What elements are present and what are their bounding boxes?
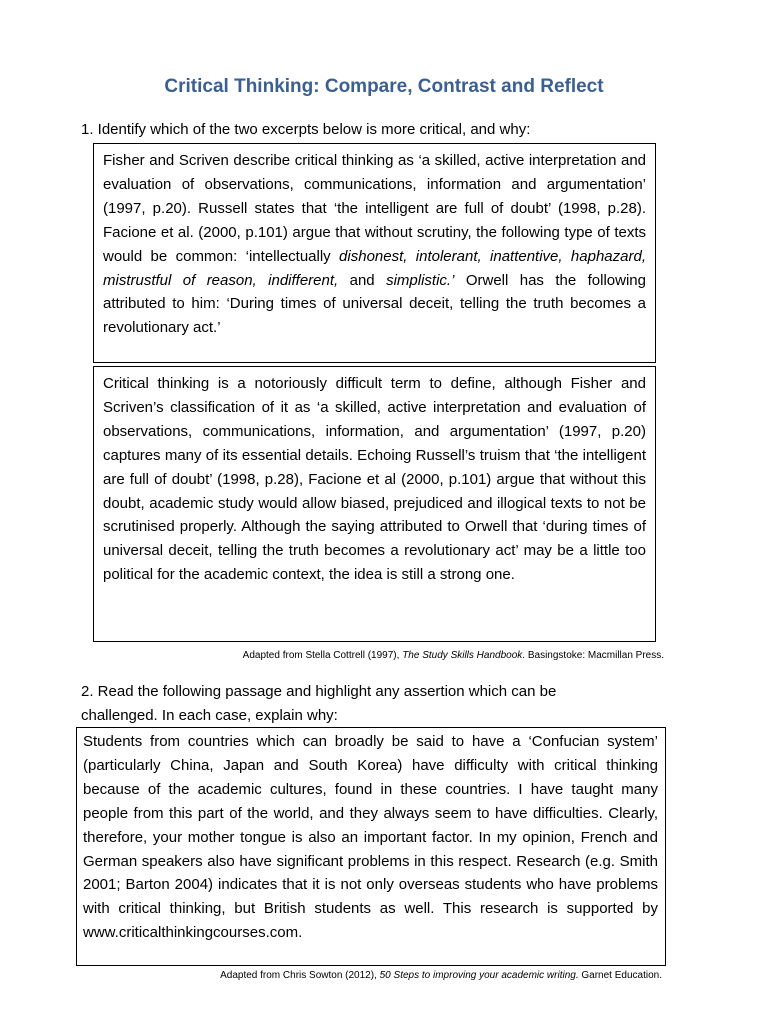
source-citation-2: Adapted from Chris Sowton (2012), 50 Steps to improving your academic writing. Garnet Education. bbox=[220, 970, 662, 981]
excerpt-2-box bbox=[93, 366, 656, 642]
passage-text: Students from countries which can broadly be said to have a ‘Confucian system’ (particularly China, Japan and South Korea) have difficulty with critical thinking because of the academic cultures, found in these countries. I have taught many people from this part of the world, and they always seem to have difficulties. Clearly, therefore, your mother tongue is also an important factor. In my opinion, French and German speakers also have significant problems in this respect. Research (e.g. Smith 2001; Barton 2004) indicates that it is not only overseas students who have problems with critical thinking, but British students as well. This research is supported by www.criticalthinkingcourses.com. bbox=[83, 733, 658, 942]
excerpt-1-text: Fisher and Scriven describe critical thinking as ‘a skilled, active interpretation and evaluation of observations, communications, information and argumentation’ (1997, p.20). Russell states that ‘the intelligent are full of doubt’ (1998, p.28). Facione et al. (2000, p.101) argue that without scrutiny, the following type of texts would be common: ‘intellectually dishonest, intolerant, inattentive, haphazard, mistrustful of reason, indifferent, and simplistic.’ Orwell has the following attributed to him: ‘During times of universal deceit, telling the truth becomes a revolutionary act.’ bbox=[103, 152, 646, 337]
excerpt-2-text: Critical thinking is a notoriously difficult term to define, although Fisher and Scriven’s classification of it as ‘a skilled, active interpretation and evaluation of observations, communications, information, and argumentation’ (1997, p.20) captures many of its essential details. Echoing Russell’s truism that ‘the intelligent are full of doubt’ (1998, p.28), Facione et al (2000, p.101) argue that without this doubt, academic study would allow biased, prejudiced and illogical texts to not be scrutinised properly. Although the saying attributed to Orwell that ‘during times of universal deceit, telling the truth becomes a revolutionary act’ may be a little too political for the academic context, the idea is still a strong one. bbox=[103, 375, 646, 584]
question-1: 1. Identify which of the two excerpts below is more critical, and why: bbox=[81, 121, 531, 138]
passage-box bbox=[76, 727, 666, 966]
excerpt-1-box bbox=[93, 143, 656, 363]
source-citation-1: Adapted from Stella Cottrell (1997), The Study Skills Handbook. Basingstoke: Macmillan Press. bbox=[242, 650, 664, 661]
question-2: 2. Read the following passage and highlight any assertion which can be challenged. In each case, explain why: bbox=[81, 683, 557, 724]
page-title: Critical Thinking: Compare, Contrast and Reflect bbox=[164, 76, 604, 97]
